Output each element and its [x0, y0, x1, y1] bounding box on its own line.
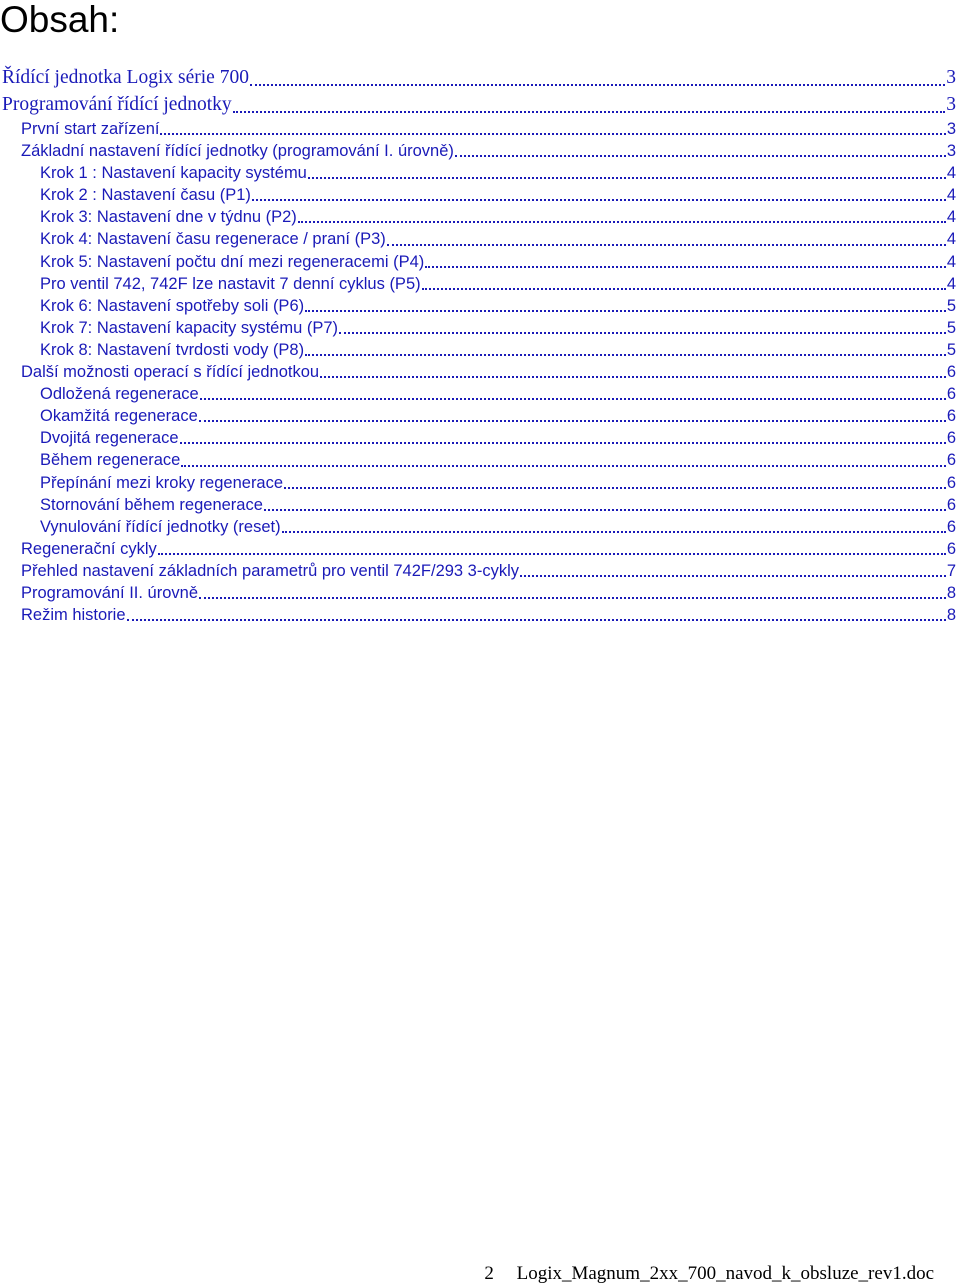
toc-entry[interactable] [0, 538, 956, 560]
toc-entry-page: 6 [946, 539, 956, 558]
toc-entry-title: Krok 3: Nastavení dne v týdnu (P2) [40, 208, 297, 227]
toc-entry-page: 5 [946, 296, 956, 315]
toc-entry[interactable] [0, 118, 956, 140]
toc-entry-title: Krok 7: Nastavení kapacity systému (P7) [40, 318, 339, 337]
toc-leader-dots [455, 155, 946, 157]
toc-leader-dots [320, 376, 946, 378]
page-footer [484, 1263, 934, 1285]
toc-entry-title: Vynulování řídící jednotky (reset) [40, 517, 281, 536]
toc-entry-title: Přepínání mezi kroky regenerace [40, 473, 284, 492]
toc-leader-dots [199, 420, 946, 422]
toc-leader-dots [180, 442, 946, 444]
toc-entry-page: 4 [946, 186, 956, 205]
footer-filename: Logix_Magnum_2xx_700_navod_k_obsluze_rev1.doc [516, 1263, 934, 1284]
toc-entry[interactable] [0, 64, 956, 91]
toc-entry[interactable] [0, 560, 956, 582]
toc-leader-dots [158, 553, 946, 555]
toc-entry[interactable] [0, 405, 956, 427]
toc-leader-dots [339, 332, 946, 334]
toc-entry-page: 4 [946, 252, 956, 271]
toc-leader-dots [305, 354, 946, 356]
toc-leader-dots [282, 531, 946, 533]
toc-leader-dots [250, 84, 945, 86]
toc-entry-page: 6 [946, 517, 956, 536]
toc-entry-page: 3 [946, 120, 956, 138]
toc-entry-title: Režim historie [21, 606, 126, 625]
toc-leader-dots [422, 288, 946, 290]
toc-leader-dots [305, 310, 946, 312]
toc-entry-title: Odložená regenerace [40, 385, 199, 404]
toc-entry-title: Krok 1 : Nastavení kapacity systému [40, 164, 307, 183]
toc-entry-title: Základní nastavení řídící jednotky (programování I. úrovně) [21, 142, 454, 161]
toc-entry[interactable] [0, 206, 956, 228]
toc-entry-title: Programování řídící jednotky [2, 94, 232, 115]
toc-leader-dots [127, 619, 946, 621]
toc-leader-dots [264, 509, 946, 511]
toc-entry[interactable] [0, 494, 956, 516]
footer-page-number: 2 [484, 1263, 494, 1284]
toc-entry-page: 6 [946, 495, 956, 514]
toc-leader-dots [160, 133, 945, 135]
toc-entry-page: 6 [946, 407, 956, 426]
toc-leader-dots [308, 177, 946, 179]
toc-entry-page: 4 [946, 164, 956, 183]
toc-entry[interactable] [0, 228, 956, 250]
toc-entry-title: Krok 2 : Nastavení času (P1) [40, 186, 251, 205]
toc-entry-page: 3 [946, 142, 956, 161]
toc-entry-page: 6 [946, 385, 956, 404]
toc-entry-title: Krok 5: Nastavení počtu dní mezi regeneracemi (P4) [40, 252, 425, 271]
toc-entry-title: Programování II. úrovně [21, 583, 199, 602]
toc-entry-title: Přehled nastavení základních parametrů pro ventil 742F/293 3-cykly [21, 561, 520, 580]
toc-entry[interactable] [0, 162, 956, 184]
toc-entry-title: Dvojitá regenerace [40, 429, 179, 448]
toc-entry-title: První start zařízení [21, 120, 160, 138]
page-title: Obsah: [0, 0, 120, 40]
toc-entry[interactable] [0, 251, 956, 273]
toc-leader-dots [233, 111, 946, 113]
toc-entry-page: 8 [946, 606, 956, 625]
toc-entry[interactable] [0, 449, 956, 471]
toc-entry-page: 4 [946, 274, 956, 293]
toc-entry-title: Další možnosti operací s řídící jednotkou [21, 363, 320, 382]
toc-leader-dots [284, 487, 946, 489]
toc-entry[interactable] [0, 273, 956, 295]
toc-leader-dots [199, 597, 946, 599]
toc-entry[interactable] [0, 383, 956, 405]
toc-leader-dots [181, 465, 945, 467]
toc-entry-title: Krok 6: Nastavení spotřeby soli (P6) [40, 296, 305, 315]
toc-entry-title: Krok 8: Nastavení tvrdosti vody (P8) [40, 340, 305, 359]
toc-entry-page: 8 [946, 583, 956, 602]
toc-entry-title: Řídící jednotka Logix série 700 [2, 67, 249, 88]
toc-entry-page: 6 [946, 429, 956, 448]
toc-entry-page: 6 [946, 363, 956, 382]
toc-entry[interactable] [0, 339, 956, 361]
toc-leader-dots [520, 575, 946, 577]
toc-leader-dots [252, 199, 946, 201]
toc-leader-dots [200, 398, 946, 400]
toc-entry-page: 7 [946, 561, 956, 580]
toc-entry-page: 5 [946, 318, 956, 337]
toc-entry-title: Krok 4: Nastavení času regenerace / praní (P3) [40, 230, 386, 249]
toc-entry-page: 6 [946, 473, 956, 492]
toc-leader-dots [298, 221, 946, 223]
toc-entry[interactable] [0, 317, 956, 339]
toc-entry[interactable] [0, 427, 956, 449]
toc-entry[interactable] [0, 361, 956, 383]
toc-entry[interactable] [0, 184, 956, 206]
toc-entry-title: Stornování během regenerace [40, 495, 263, 514]
toc-entry[interactable] [0, 516, 956, 538]
toc-entry-title: Okamžitá regenerace [40, 407, 198, 426]
toc-entry-title: Pro ventil 742, 742F lze nastavit 7 denní cyklus (P5) [40, 274, 421, 293]
toc-leader-dots [387, 244, 946, 246]
toc-entry[interactable] [0, 472, 956, 494]
toc-entry-page: 6 [946, 451, 956, 470]
toc-entry[interactable] [0, 582, 956, 604]
toc-entry-page: 4 [946, 208, 956, 227]
toc-entry-page: 5 [946, 340, 956, 359]
toc-entry[interactable] [0, 295, 956, 317]
toc-entry-title: Regenerační cykly [21, 539, 157, 558]
toc-entry[interactable] [0, 91, 956, 118]
toc-entry-page: 3 [946, 94, 956, 115]
toc-leader-dots [425, 266, 946, 268]
toc-entry[interactable] [0, 604, 956, 626]
toc-entry-page: 3 [946, 67, 956, 88]
table-of-contents [0, 64, 956, 626]
toc-entry-page: 4 [946, 230, 956, 249]
toc-entry-title: Během regenerace [40, 451, 181, 470]
toc-entry[interactable] [0, 140, 956, 162]
